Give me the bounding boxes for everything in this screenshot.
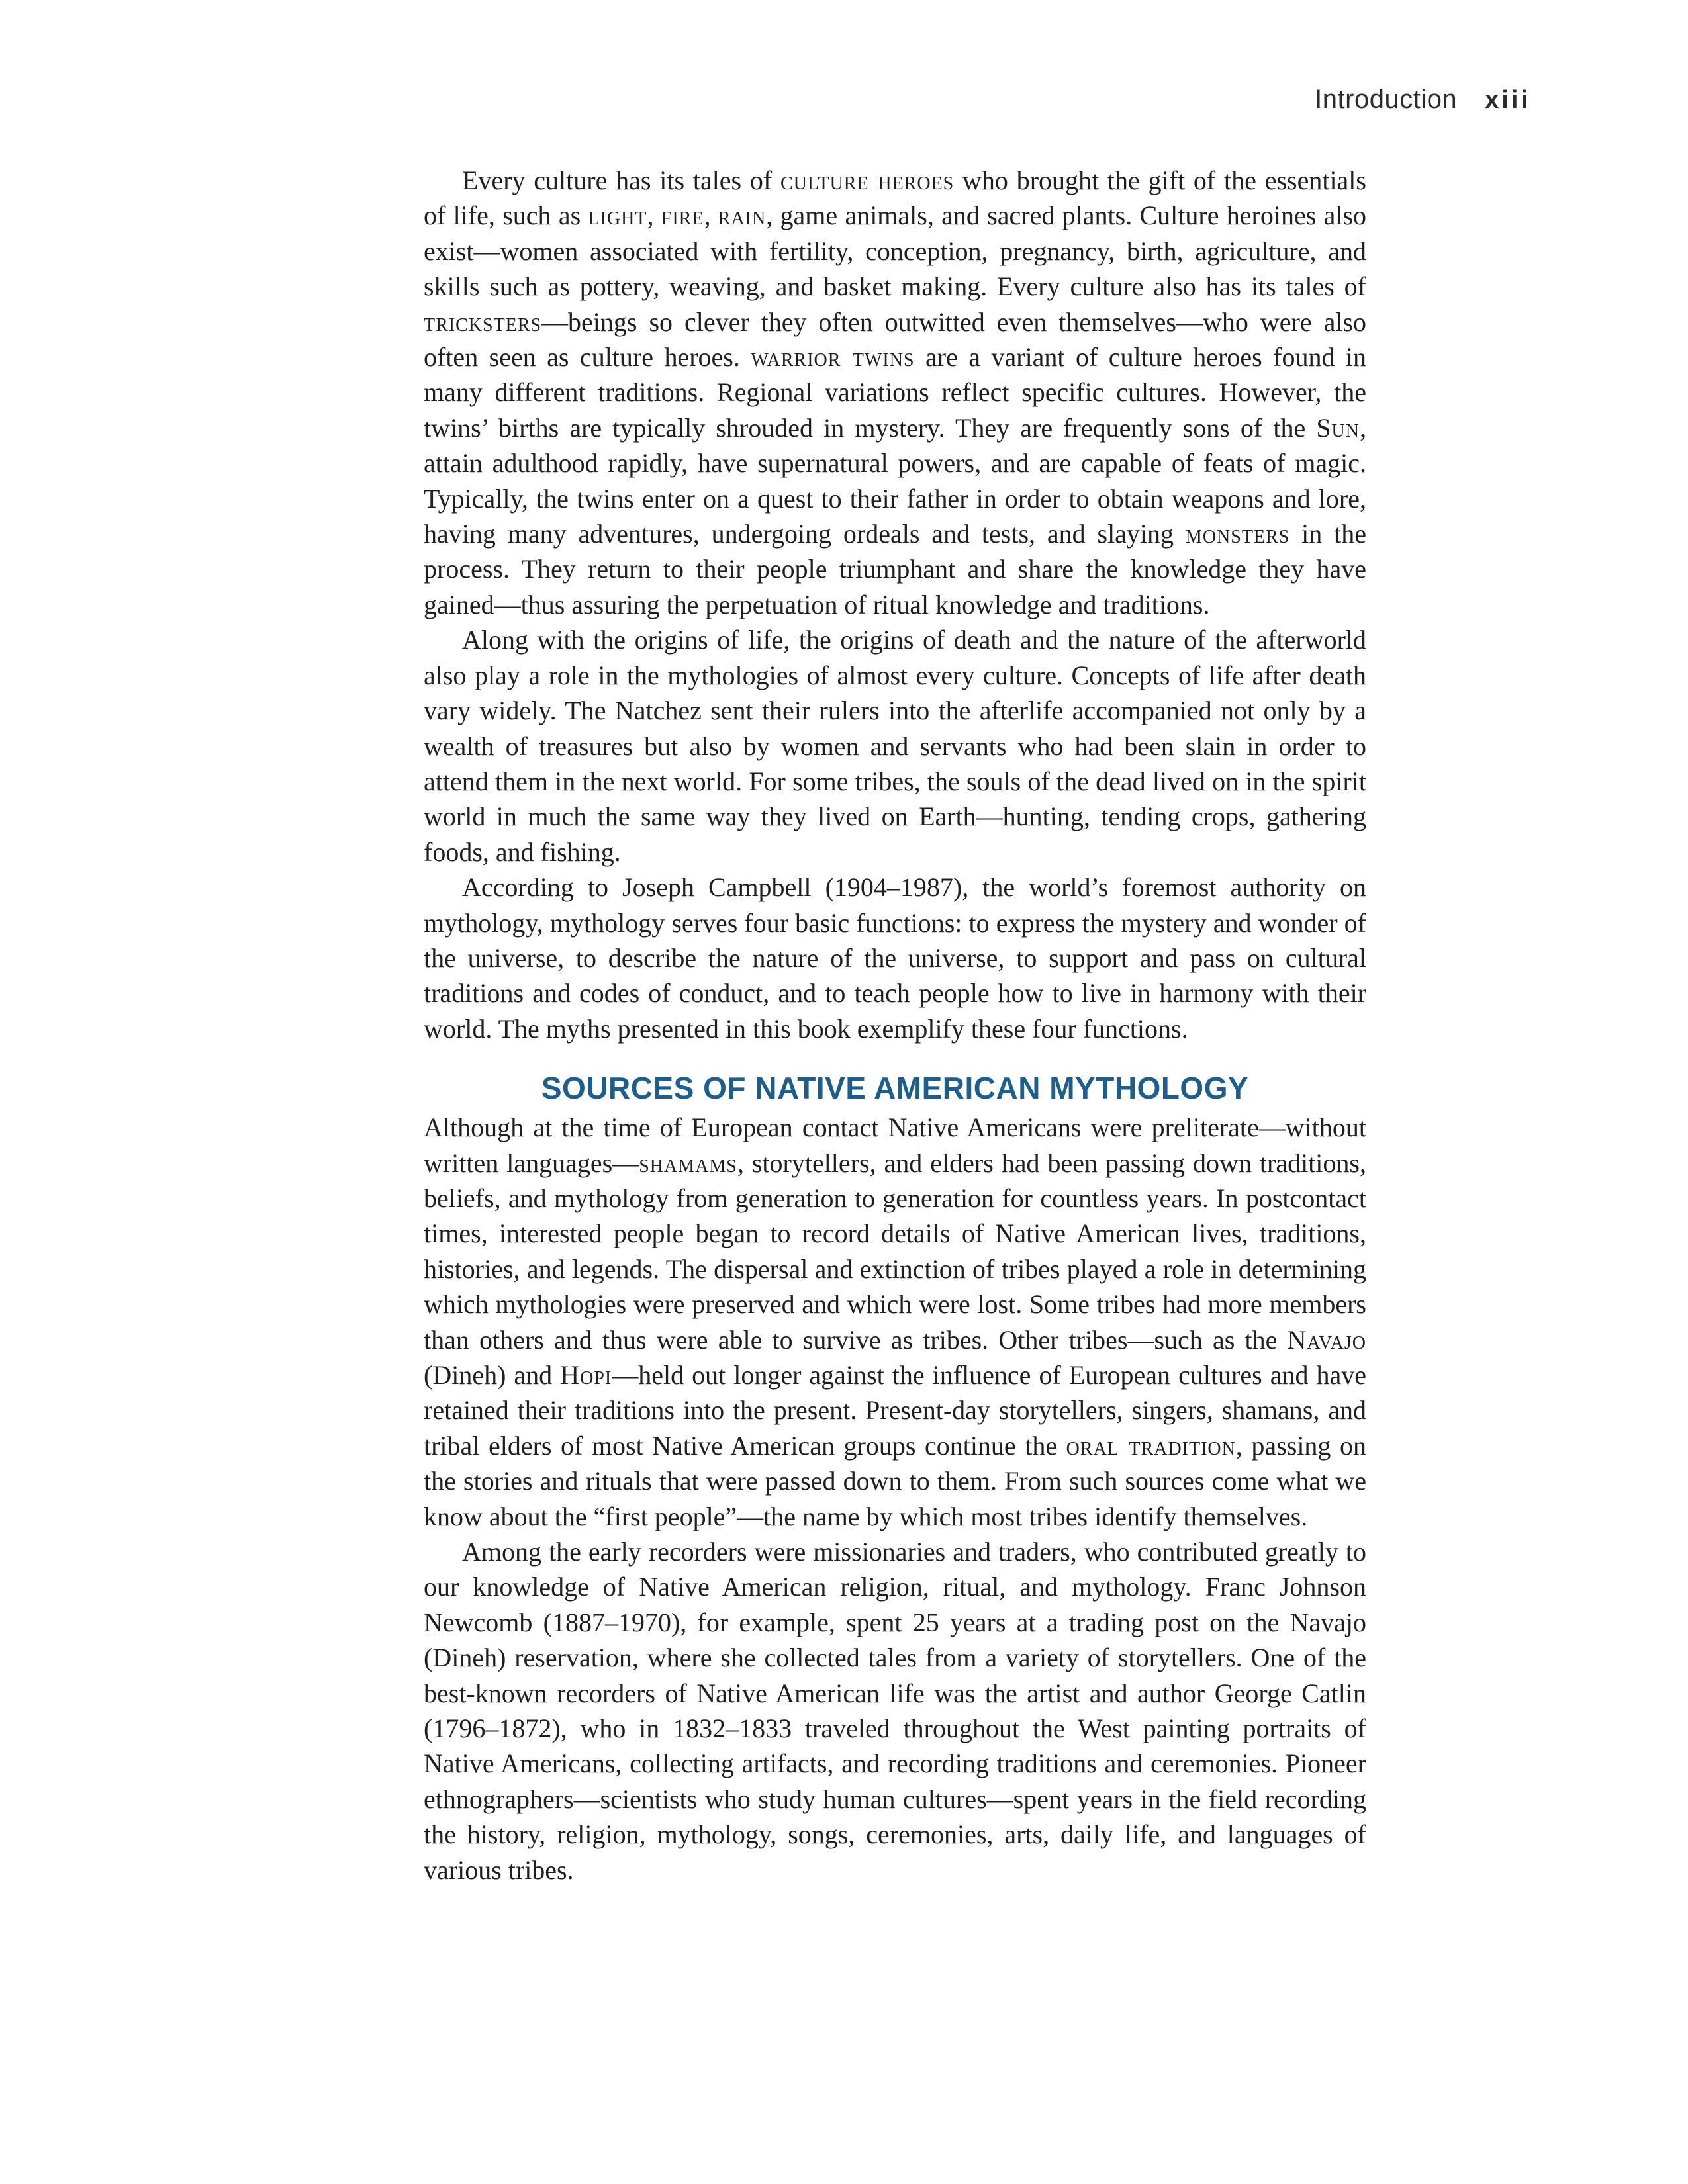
cross-reference: shamams [639,1148,737,1178]
text-run: , game animals, and sacred plants. Culture heroines also exist—women associated with fertility, conception, pregnancy, birth, agriculture, and skills such as pottery, weaving, and basket making. Every culture also has its tales of [424,201,1367,302]
text-run: who brought the gift of the essentials of life, such as [424,165,1366,231]
paragraph-early-recorders: Among the early recorders were missionaries and traders, who contributed greatly to our knowledge of Native American religion, ritual, and mythology. Franc Johnson Newcomb (1887–1970), for example, spent 25 years at a trading post on the Navajo (Dineh) reservation, where she collected tales from a variety of storytellers. One of the best-known recorders of Native American life was the artist and author George Catlin (1796–1872), who in 1832–1833 traveled throughout the West painting portraits of Native Americans, collecting artifacts, and recording traditions and ceremonies. Pioneer ethnographers—scientists who study human cultures—spent years in the field recording the history, religion, mythology, songs, ceremonies, arts, daily life, and languages of various tribes. [424,1537,1366,1885]
cross-reference: fire [661,201,704,231]
text-run: , passing on the stories and rituals that were passed down to them. From such sources come what we know about the “first people”—the name by which most tribes identify themselves. [424,1430,1366,1531]
text-run: —beings so clever they often outwitted even themselves—who were also often seen as culture heroes. [424,306,1366,373]
cross-reference: Sun [1316,412,1360,443]
paragraph-afterworld: Along with the origins of life, the origins of death and the nature of the afterworld also play a role in the mythologies of almost every culture. Concepts of life after death vary widely. The Natchez sent their rulers into the afterlife accompanied not only by a wealth of treasures but also by women and servants who had been slain in order to attend them in the next world. For some tribes, the souls of the dead lived on in the spirit world in much the same way they lived on Earth—hunting, tending crops, gathering foods, and fishing. [424,625,1366,867]
text-run: —held out longer against the influence of European cultures and have retained their traditions into the present. Present-day storytellers, singers, shamans, and tribal elders of most Native American groups continue the [424,1360,1366,1461]
cross-reference: monsters [1185,519,1290,549]
running-head-section: Introduction [1315,85,1458,114]
paragraph-campbell: According to Joseph Campbell (1904–1987), the world’s foremost authority on mythology, mythology serves four basic functions: to express the mystery and wonder of the universe, to describe the nature of the universe, to support and pass on cultural traditions and codes of conduct, and to teach people how to live in harmony with their world. The myths presented in this book exemplify these four functions. [424,872,1366,1044]
cross-reference: Hopi [560,1360,612,1390]
text-run: , attain adulthood rapidly, have supernatural powers, and are capable of feats of magic. Typically, the twins enter on a quest to their father in order to obtain weapons and lore, having many adventures, undergoing ordeals and tests, and slaying [424,412,1366,549]
cross-reference: light [588,201,647,231]
text-run: , [704,201,718,231]
running-head [1315,85,1530,114]
text-run: in the process. They return to their people triumphant and share the knowledge they have gained—thus assuring the perpetuation of ritual knowledge and traditions. [424,519,1367,619]
text-run: , [647,201,661,231]
text-run: (Dineh) and [424,1360,561,1390]
cross-reference: rain [718,201,767,231]
text-run: are a variant of culture heroes found in many different traditions. Regional variations reflect specific cultures. However, the twins’ births are typically shrouded in mystery. They are frequently sons of the [424,342,1367,443]
paragraph-sources [424,1110,1366,1534]
cross-reference: oral tradition [1066,1430,1236,1461]
text-run: Although at the time of European contact Native Americans were preliterate—without written languages— [424,1113,1366,1178]
text-run: Every culture has its tales of [462,165,781,195]
cross-reference: culture heroes [780,165,955,195]
body-text [424,163,1366,1888]
page-number: xiii [1485,86,1530,114]
text-run: , storytellers, and elders had been passing down traditions, beliefs, and mythology from generation to generation for countless years. In postcontact times, interested people began to record details of Native American lives, traditions, histories, and legends. The dispersal and extinction of tribes played a role in determining which mythologies were preserved and which were lost. Some tribes had more members than others and thus were able to survive as tribes. Other tribes—such as the [424,1148,1366,1355]
cross-reference: Navajo [1287,1324,1366,1355]
paragraph-culture-heroes [424,163,1366,622]
section-heading: SOURCES OF NATIVE AMERICAN MYTHOLOGY [541,1071,1249,1106]
cross-reference: warrior twins [751,342,915,373]
cross-reference: tricksters [424,306,542,337]
